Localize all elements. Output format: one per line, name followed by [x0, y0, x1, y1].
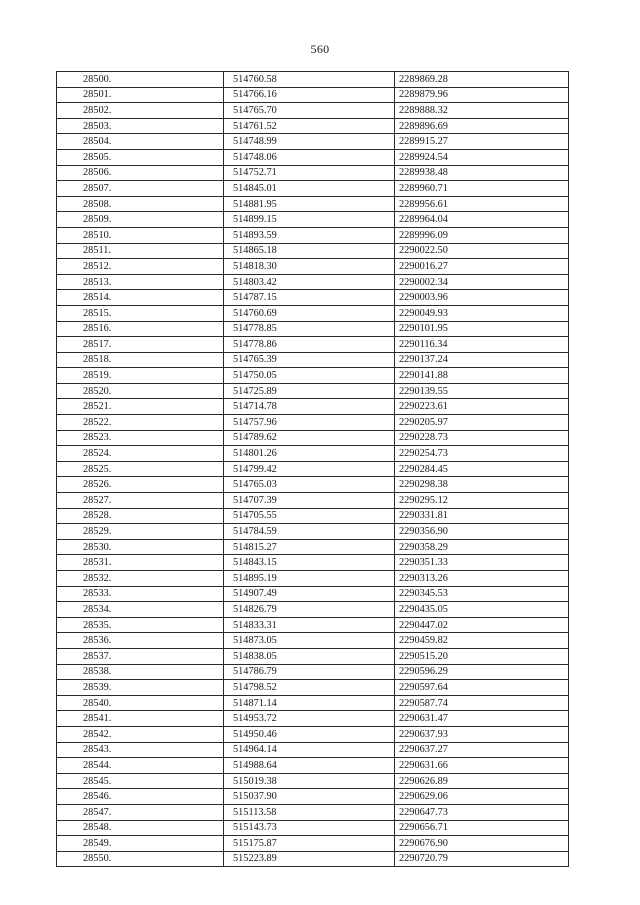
point-id-cell: 28502.	[57, 103, 224, 119]
point-id-cell: 28531.	[57, 555, 224, 571]
y-coordinate-cell: 2290720.79	[395, 851, 569, 867]
y-coordinate-cell: 2289888.32	[395, 103, 569, 119]
table-row	[57, 118, 569, 134]
point-id-cell: 28515.	[57, 305, 224, 321]
x-coordinate-cell: 515223.89	[224, 851, 395, 867]
point-id-cell: 28500.	[57, 72, 224, 88]
point-id-cell: 28549.	[57, 836, 224, 852]
point-id-cell: 28545.	[57, 773, 224, 789]
x-coordinate-cell: 514789.62	[224, 430, 395, 446]
table-row	[57, 212, 569, 228]
point-id-cell: 28535.	[57, 617, 224, 633]
table-row	[57, 383, 569, 399]
x-coordinate-cell: 514787.15	[224, 290, 395, 306]
table-row	[57, 243, 569, 259]
x-coordinate-cell: 514895.19	[224, 571, 395, 587]
table-row	[57, 181, 569, 197]
point-id-cell: 28525.	[57, 461, 224, 477]
y-coordinate-cell: 2290205.97	[395, 415, 569, 431]
point-id-cell: 28527.	[57, 493, 224, 509]
y-coordinate-cell: 2290298.38	[395, 477, 569, 493]
y-coordinate-cell: 2290331.81	[395, 508, 569, 524]
point-id-cell: 28513.	[57, 274, 224, 290]
point-id-cell: 28516.	[57, 321, 224, 337]
table-row	[57, 711, 569, 727]
point-id-cell: 28506.	[57, 165, 224, 181]
x-coordinate-cell: 514748.99	[224, 134, 395, 150]
y-coordinate-cell: 2290459.82	[395, 633, 569, 649]
table-row	[57, 321, 569, 337]
point-id-cell: 28534.	[57, 602, 224, 618]
y-coordinate-cell: 2290587.74	[395, 695, 569, 711]
y-coordinate-cell: 2290022.50	[395, 243, 569, 259]
y-coordinate-cell: 2290597.64	[395, 680, 569, 696]
y-coordinate-cell: 2290228.73	[395, 430, 569, 446]
y-coordinate-cell: 2289915.27	[395, 134, 569, 150]
x-coordinate-cell: 514725.89	[224, 383, 395, 399]
x-coordinate-cell: 514865.18	[224, 243, 395, 259]
table-row	[57, 695, 569, 711]
table-row	[57, 352, 569, 368]
point-id-cell: 28537.	[57, 648, 224, 664]
x-coordinate-cell: 514833.31	[224, 617, 395, 633]
x-coordinate-cell: 514881.95	[224, 196, 395, 212]
y-coordinate-cell: 2290676.90	[395, 836, 569, 852]
y-coordinate-cell: 2290596.29	[395, 664, 569, 680]
x-coordinate-cell: 514799.42	[224, 461, 395, 477]
y-coordinate-cell: 2290002.34	[395, 274, 569, 290]
x-coordinate-cell: 514953.72	[224, 711, 395, 727]
table-row	[57, 851, 569, 867]
point-id-cell: 28517.	[57, 337, 224, 353]
table-row	[57, 290, 569, 306]
point-id-cell: 28524.	[57, 446, 224, 462]
point-id-cell: 28507.	[57, 181, 224, 197]
y-coordinate-cell: 2290435.05	[395, 602, 569, 618]
point-id-cell: 28548.	[57, 820, 224, 836]
table-row	[57, 72, 569, 88]
y-coordinate-cell: 2290656.71	[395, 820, 569, 836]
y-coordinate-cell: 2290358.29	[395, 539, 569, 555]
table-row	[57, 524, 569, 540]
x-coordinate-cell: 514707.39	[224, 493, 395, 509]
point-id-cell: 28550.	[57, 851, 224, 867]
table-row	[57, 836, 569, 852]
point-id-cell: 28539.	[57, 680, 224, 696]
point-id-cell: 28519.	[57, 368, 224, 384]
y-coordinate-cell: 2289879.96	[395, 87, 569, 103]
point-id-cell: 28546.	[57, 789, 224, 805]
table-row	[57, 415, 569, 431]
x-coordinate-cell: 514843.15	[224, 555, 395, 571]
x-coordinate-cell: 515019.38	[224, 773, 395, 789]
y-coordinate-cell: 2290447.02	[395, 617, 569, 633]
point-id-cell: 28533.	[57, 586, 224, 602]
y-coordinate-cell: 2290141.88	[395, 368, 569, 384]
point-id-cell: 28538.	[57, 664, 224, 680]
table-row	[57, 430, 569, 446]
x-coordinate-cell: 514801.26	[224, 446, 395, 462]
y-coordinate-cell: 2290284.45	[395, 461, 569, 477]
point-id-cell: 28522.	[57, 415, 224, 431]
x-coordinate-cell: 515175.87	[224, 836, 395, 852]
table-row	[57, 555, 569, 571]
table-row	[57, 196, 569, 212]
table-row	[57, 602, 569, 618]
y-coordinate-cell: 2290295.12	[395, 493, 569, 509]
y-coordinate-cell: 2290647.73	[395, 804, 569, 820]
table-row	[57, 664, 569, 680]
x-coordinate-cell: 514873.05	[224, 633, 395, 649]
table-row	[57, 477, 569, 493]
y-coordinate-cell: 2290003.96	[395, 290, 569, 306]
x-coordinate-cell: 514752.71	[224, 165, 395, 181]
x-coordinate-cell: 514765.39	[224, 352, 395, 368]
point-id-cell: 28501.	[57, 87, 224, 103]
y-coordinate-cell: 2290631.47	[395, 711, 569, 727]
x-coordinate-cell: 515113.58	[224, 804, 395, 820]
x-coordinate-cell: 514950.46	[224, 726, 395, 742]
point-id-cell: 28536.	[57, 633, 224, 649]
point-id-cell: 28503.	[57, 118, 224, 134]
table-row	[57, 820, 569, 836]
table-row	[57, 804, 569, 820]
table-row	[57, 149, 569, 165]
y-coordinate-cell: 2290356.90	[395, 524, 569, 540]
table-row	[57, 274, 569, 290]
point-id-cell: 28530.	[57, 539, 224, 555]
table-row	[57, 305, 569, 321]
y-coordinate-cell: 2289896.69	[395, 118, 569, 134]
x-coordinate-cell: 514899.15	[224, 212, 395, 228]
x-coordinate-cell: 514714.78	[224, 399, 395, 415]
x-coordinate-cell: 515143.73	[224, 820, 395, 836]
point-id-cell: 28504.	[57, 134, 224, 150]
x-coordinate-cell: 514798.52	[224, 680, 395, 696]
table-row	[57, 726, 569, 742]
point-id-cell: 28520.	[57, 383, 224, 399]
table-row	[57, 103, 569, 119]
table-row	[57, 446, 569, 462]
point-id-cell: 28543.	[57, 742, 224, 758]
y-coordinate-cell: 2290137.24	[395, 352, 569, 368]
y-coordinate-cell: 2289956.61	[395, 196, 569, 212]
table-row	[57, 227, 569, 243]
table-row	[57, 508, 569, 524]
y-coordinate-cell: 2290223.61	[395, 399, 569, 415]
y-coordinate-cell: 2290116.34	[395, 337, 569, 353]
table-row	[57, 165, 569, 181]
point-id-cell: 28514.	[57, 290, 224, 306]
y-coordinate-cell: 2290515.20	[395, 648, 569, 664]
table-row	[57, 461, 569, 477]
x-coordinate-cell: 514766.16	[224, 87, 395, 103]
x-coordinate-cell: 514964.14	[224, 742, 395, 758]
y-coordinate-cell: 2289996.09	[395, 227, 569, 243]
coordinates-table	[56, 71, 569, 867]
table-row	[57, 789, 569, 805]
y-coordinate-cell: 2290626.89	[395, 773, 569, 789]
x-coordinate-cell: 514760.69	[224, 305, 395, 321]
table-row	[57, 773, 569, 789]
point-id-cell: 28541.	[57, 711, 224, 727]
table-row	[57, 399, 569, 415]
coordinates-table-body	[57, 72, 569, 867]
y-coordinate-cell: 2290631.66	[395, 758, 569, 774]
y-coordinate-cell: 2290254.73	[395, 446, 569, 462]
x-coordinate-cell: 514765.70	[224, 103, 395, 119]
y-coordinate-cell: 2290345.53	[395, 586, 569, 602]
point-id-cell: 28511.	[57, 243, 224, 259]
x-coordinate-cell: 514750.05	[224, 368, 395, 384]
table-row	[57, 87, 569, 103]
table-row	[57, 648, 569, 664]
x-coordinate-cell: 514988.64	[224, 758, 395, 774]
table-row	[57, 259, 569, 275]
x-coordinate-cell: 514818.30	[224, 259, 395, 275]
table-row	[57, 134, 569, 150]
x-coordinate-cell: 514778.85	[224, 321, 395, 337]
x-coordinate-cell: 514838.05	[224, 648, 395, 664]
table-row	[57, 617, 569, 633]
x-coordinate-cell: 514757.96	[224, 415, 395, 431]
table-row	[57, 758, 569, 774]
y-coordinate-cell: 2289964.04	[395, 212, 569, 228]
y-coordinate-cell: 2290016.27	[395, 259, 569, 275]
table-row	[57, 337, 569, 353]
x-coordinate-cell: 514748.06	[224, 149, 395, 165]
y-coordinate-cell: 2289938.48	[395, 165, 569, 181]
x-coordinate-cell: 514705.55	[224, 508, 395, 524]
point-id-cell: 28521.	[57, 399, 224, 415]
point-id-cell: 28518.	[57, 352, 224, 368]
table-row	[57, 368, 569, 384]
x-coordinate-cell: 514786.79	[224, 664, 395, 680]
y-coordinate-cell: 2289869.28	[395, 72, 569, 88]
point-id-cell: 28540.	[57, 695, 224, 711]
table-row	[57, 586, 569, 602]
table-row	[57, 539, 569, 555]
point-id-cell: 28542.	[57, 726, 224, 742]
y-coordinate-cell: 2290049.93	[395, 305, 569, 321]
point-id-cell: 28512.	[57, 259, 224, 275]
point-id-cell: 28532.	[57, 571, 224, 587]
x-coordinate-cell: 514803.42	[224, 274, 395, 290]
table-row	[57, 680, 569, 696]
point-id-cell: 28526.	[57, 477, 224, 493]
page-number: 560	[310, 42, 330, 56]
point-id-cell: 28529.	[57, 524, 224, 540]
x-coordinate-cell: 514815.27	[224, 539, 395, 555]
x-coordinate-cell: 514845.01	[224, 181, 395, 197]
y-coordinate-cell: 2290313.26	[395, 571, 569, 587]
x-coordinate-cell: 514907.49	[224, 586, 395, 602]
y-coordinate-cell: 2289924.54	[395, 149, 569, 165]
x-coordinate-cell: 514871.14	[224, 695, 395, 711]
x-coordinate-cell: 514760.58	[224, 72, 395, 88]
point-id-cell: 28510.	[57, 227, 224, 243]
x-coordinate-cell: 514778.86	[224, 337, 395, 353]
table-row	[57, 742, 569, 758]
point-id-cell: 28528.	[57, 508, 224, 524]
x-coordinate-cell: 514893.59	[224, 227, 395, 243]
point-id-cell: 28523.	[57, 430, 224, 446]
point-id-cell: 28508.	[57, 196, 224, 212]
table-row	[57, 493, 569, 509]
y-coordinate-cell: 2290139.55	[395, 383, 569, 399]
y-coordinate-cell: 2290351.33	[395, 555, 569, 571]
y-coordinate-cell: 2289960.71	[395, 181, 569, 197]
y-coordinate-cell: 2290637.27	[395, 742, 569, 758]
y-coordinate-cell: 2290637.93	[395, 726, 569, 742]
point-id-cell: 28544.	[57, 758, 224, 774]
x-coordinate-cell: 514826.79	[224, 602, 395, 618]
x-coordinate-cell: 514765.03	[224, 477, 395, 493]
point-id-cell: 28547.	[57, 804, 224, 820]
x-coordinate-cell: 514784.59	[224, 524, 395, 540]
x-coordinate-cell: 515037.90	[224, 789, 395, 805]
point-id-cell: 28509.	[57, 212, 224, 228]
x-coordinate-cell: 514761.52	[224, 118, 395, 134]
table-row	[57, 633, 569, 649]
y-coordinate-cell: 2290101.95	[395, 321, 569, 337]
point-id-cell: 28505.	[57, 149, 224, 165]
table-row	[57, 571, 569, 587]
y-coordinate-cell: 2290629.06	[395, 789, 569, 805]
